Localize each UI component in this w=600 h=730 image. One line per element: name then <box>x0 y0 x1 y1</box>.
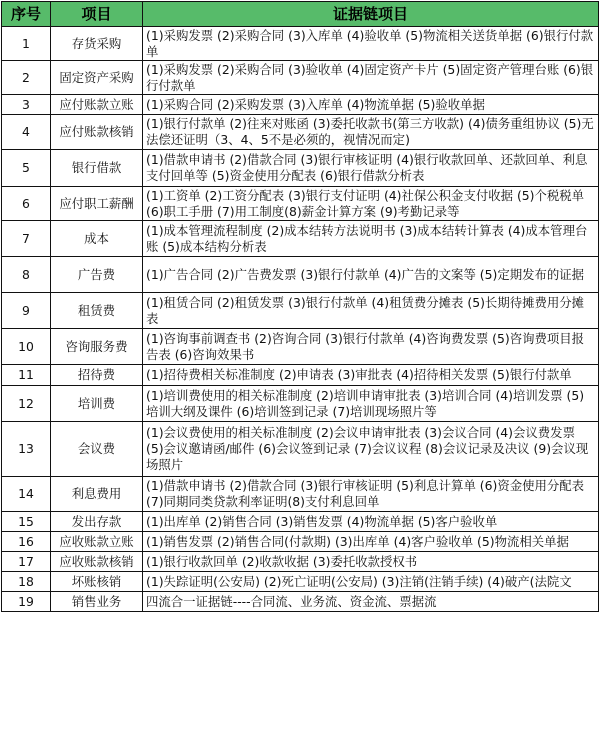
table-row <box>2 477 599 512</box>
table-row <box>2 293 599 329</box>
row-number: 3 <box>2 95 51 115</box>
row-chain: (1)银行付款单 (2)往来对账函 (3)委托收款书(第三方收款) (4)债务重组协议 (5)无法偿还证明（3、4、5不是必须的，视情况而定) <box>143 115 599 150</box>
row-chain: (1)银行收款回单 (2)收款收据 (3)委托收款授权书 <box>143 552 599 572</box>
row-item: 租赁费 <box>51 293 143 329</box>
row-item: 招待费 <box>51 365 143 386</box>
row-item: 应收账款立账 <box>51 532 143 552</box>
row-item: 咨询服务费 <box>51 329 143 365</box>
row-chain: (1)出库单 (2)销售合同 (3)销售发票 (4)物流单据 (5)客户验收单 <box>143 512 599 532</box>
row-number: 16 <box>2 532 51 552</box>
row-chain: (1)工资单 (2)工资分配表 (3)银行支付证明 (4)社保公积金支付收据 (5)个税税单 (6)职工手册 (7)用工制度(8)薪金计算方案 (9)考勤记录等 <box>143 187 599 221</box>
row-chain: (1)采购发票 (2)采购合同 (3)验收单 (4)固定资产卡片 (5)固定资产管理台账 (6)银行付款单 <box>143 61 599 95</box>
row-chain: (1)失踪证明(公安局) (2)死亡证明(公安局) (3)注销(注销手续) (4)破产(法院文 <box>143 572 599 592</box>
row-number: 8 <box>2 257 51 293</box>
row-number: 6 <box>2 187 51 221</box>
row-item: 固定资产采购 <box>51 61 143 95</box>
row-item: 应付账款核销 <box>51 115 143 150</box>
row-chain: (1)借款申请书 (2)借款合同 (3)银行审核证明 (4)银行收款回单、还款回单、利息支付回单等 (5)资金使用分配表 (6)银行借款分析表 <box>143 150 599 187</box>
row-number: 10 <box>2 329 51 365</box>
row-number: 5 <box>2 150 51 187</box>
row-item: 广告费 <box>51 257 143 293</box>
row-number: 12 <box>2 386 51 422</box>
table-row <box>2 572 599 592</box>
table-row <box>2 221 599 257</box>
table-row <box>2 150 599 187</box>
row-chain: (1)广告合同 (2)广告费发票 (3)银行付款单 (4)广告的文案等 (5)定期发布的证据 <box>143 257 599 293</box>
row-chain: 四流合一证据链----合同流、业务流、资金流、票据流 <box>143 592 599 612</box>
row-number: 15 <box>2 512 51 532</box>
row-number: 7 <box>2 221 51 257</box>
table-header-row <box>2 2 599 27</box>
table-row <box>2 512 599 532</box>
table-row <box>2 329 599 365</box>
row-chain: (1)招待费相关标准制度 (2)申请表 (3)审批表 (4)招待相关发票 (5)银行付款单 <box>143 365 599 386</box>
table-row <box>2 386 599 422</box>
header-chain: 证据链项目 <box>143 2 599 27</box>
row-chain: (1)借款申请书 (2)借款合同 (3)银行审核证明 (5)利息计算单 (6)资金使用分配表 (7)同期同类贷款利率证明(8)支付利息回单 <box>143 477 599 512</box>
row-number: 4 <box>2 115 51 150</box>
row-number: 1 <box>2 27 51 61</box>
row-number: 11 <box>2 365 51 386</box>
row-item: 坏账核销 <box>51 572 143 592</box>
table-row <box>2 187 599 221</box>
table-row <box>2 115 599 150</box>
table-row <box>2 532 599 552</box>
row-chain: (1)销售发票 (2)销售合同(付款期) (3)出库单 (4)客户验收单 (5)物流相关单据 <box>143 532 599 552</box>
row-number: 9 <box>2 293 51 329</box>
row-item: 销售业务 <box>51 592 143 612</box>
table-row <box>2 27 599 61</box>
row-chain: (1)采购发票 (2)采购合同 (3)入库单 (4)验收单 (5)物流相关送货单据 (6)银行付款单 <box>143 27 599 61</box>
row-item: 应收账款核销 <box>51 552 143 572</box>
table-row <box>2 552 599 572</box>
row-number: 14 <box>2 477 51 512</box>
row-chain: (1)培训费使用的相关标准制度 (2)培训申请审批表 (3)培训合同 (4)培训发票 (5)培训大纲及课件 (6)培训签到记录 (7)培训现场照片等 <box>143 386 599 422</box>
row-chain: (1)咨询事前调查书 (2)咨询合同 (3)银行付款单 (4)咨询费发票 (5)咨询费项目报告表 (6)咨询效果书 <box>143 329 599 365</box>
row-item: 成本 <box>51 221 143 257</box>
row-number: 17 <box>2 552 51 572</box>
row-number: 18 <box>2 572 51 592</box>
row-item: 培训费 <box>51 386 143 422</box>
table-row <box>2 95 599 115</box>
row-number: 19 <box>2 592 51 612</box>
table-row <box>2 592 599 612</box>
row-item: 利息费用 <box>51 477 143 512</box>
table-row <box>2 422 599 477</box>
row-number: 2 <box>2 61 51 95</box>
evidence-chain-table <box>1 1 599 612</box>
row-item: 银行借款 <box>51 150 143 187</box>
row-item: 会议费 <box>51 422 143 477</box>
row-chain: (1)会议费使用的相关标准制度 (2)会议申请审批表 (3)会议合同 (4)会议费发票 (5)会议邀请函/邮件 (6)会议签到记录 (7)会议议程 (8)会议记录及决议 (9)会议现场照片 <box>143 422 599 477</box>
table-body <box>2 27 599 612</box>
row-item: 应付职工薪酬 <box>51 187 143 221</box>
header-no: 序号 <box>2 2 51 27</box>
table-row <box>2 257 599 293</box>
row-item: 应付账款立账 <box>51 95 143 115</box>
row-chain: (1)成本管理流程制度 (2)成本结转方法说明书 (3)成本结转计算表 (4)成本管理台账 (5)成本结构分析表 <box>143 221 599 257</box>
row-item: 发出存款 <box>51 512 143 532</box>
header-item: 项目 <box>51 2 143 27</box>
table-row <box>2 365 599 386</box>
row-number: 13 <box>2 422 51 477</box>
row-item: 存货采购 <box>51 27 143 61</box>
row-chain: (1)采购合同 (2)采购发票 (3)入库单 (4)物流单据 (5)验收单据 <box>143 95 599 115</box>
table-row <box>2 61 599 95</box>
row-chain: (1)租赁合同 (2)租赁发票 (3)银行付款单 (4)租赁费分摊表 (5)长期待摊费用分摊表 <box>143 293 599 329</box>
